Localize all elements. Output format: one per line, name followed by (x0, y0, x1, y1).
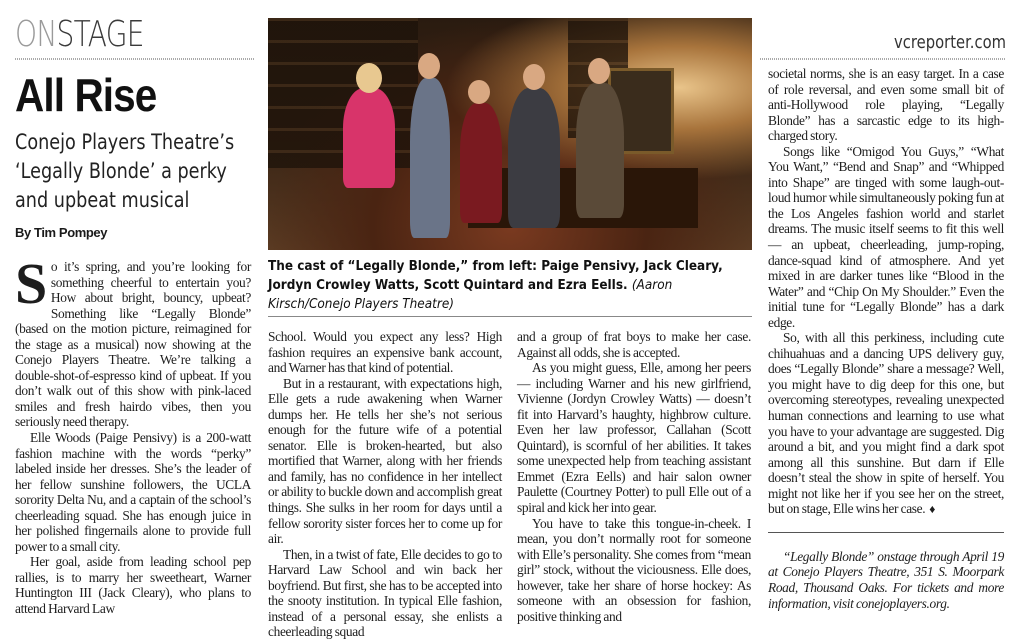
section-suffix: STAGE (56, 14, 144, 55)
byline: By Tim Pompey (15, 225, 108, 240)
paragraph: Her goal, aside from leading school pep rallies, is to marry her sweetheart, Warner Huntington III (Jack Cleary), who plans to attend Harvard Law (15, 554, 251, 617)
subheadline: Conejo Players Theatre’s ‘Legally Blonde’ a perky and upbeat musical (15, 130, 235, 212)
end-mark-diamond-icon: ♦ (929, 502, 936, 517)
info-box (768, 549, 1004, 611)
paragraph: societal norms, she is an easy target. In a case of role reversal, and even some small bit of anti-Hollywood role playing, “Legally Blonde” has a sarcastic edge to its high-charged story. (768, 66, 1004, 144)
headline: All Rise (15, 69, 157, 121)
paragraph: Elle Woods (Paige Pensivy) is a 200-watt fashion machine with the words “perky” labeled inside her dresses. She’s the leader of her fellow sunshine followers, the UCLA sorority Delta Nu, and a captain of the school’s cheerleading squad. She has enough juice in her polished fingernails alone to provide full power to a small city. (15, 430, 251, 554)
info-note: “Legally Blonde” onstage through April 19 at Conejo Players Theatre, 351 S. Moorpark Road, Thousand Oaks. For tickets and more information, visit conejoplayers.org. (768, 548, 1004, 611)
info-rule (768, 532, 1004, 533)
column-1 (15, 251, 251, 617)
column-3 (517, 329, 751, 640)
caption-rule (268, 316, 752, 317)
column-4 (768, 66, 1004, 518)
paragraph: School. Would you expect any less? High fashion requires an expensive bank account, and Warner has that kind of potential. (268, 329, 502, 376)
paragraph: You have to take this tongue-in-cheek. I mean, you don’t normally root for someone with Elle’s personality. She comes from “mean girl” stock, without the viciousness. Elle does, however, take her share of horse hockey: As someone with an obsession for fashion, positive thinking and (517, 515, 751, 624)
middle-area (268, 18, 752, 640)
paragraph: Then, in a twist of fate, Elle decides to go to Harvard Law School and win back her boyfriend. But first, she has to be accepted into the snooty institution. In typical Elle fashion, instead of a personal essay, she enlists a cheerleading squad (268, 546, 502, 640)
photo-caption (268, 257, 752, 314)
column-2 (268, 329, 502, 640)
drop-cap: S (15, 251, 47, 316)
paragraph: But in a restaurant, with expectations high, Elle gets a rude awakening when Warner dumps her. He tells her she’s not serious enough for the future wife of a potential senator. Elle is broken-hearted, but also mortified that Warner, along with her friends and family, has no confidence in her intellect or ability to buckle down and accomplish great things. She sulks in her room for days until a fellow sorority sister forces her to come up for air. (268, 375, 502, 547)
photo-credit: (Aaron Kirsch/Conejo Players Theatre) (268, 278, 673, 312)
paragraph-text: o it’s spring, and you’re looking for something cheerful to entertain you? How about bright, bouncy, upbeat? Something like “Legally Blonde” (based on the motion picture, reimagined for the stage as a musical) now showing at the Conejo Players Theatre. We’re talking a double-shot-of-espresso kind of upbeat. If you don’t walk out of this show with pink-laced smiles and fresh hairdo vibes, then you seriously need therapy. (15, 259, 251, 430)
section-prefix: ON (15, 14, 57, 55)
header-rule-right (760, 58, 1006, 60)
section-label (15, 14, 202, 56)
site-name: vcreporter.com (894, 32, 1006, 53)
right-column (760, 32, 1006, 611)
paragraph (15, 251, 251, 430)
paragraph: and a group of frat boys to make her case. Against all odds, she is accepted. (517, 329, 751, 360)
header-rule-left (15, 58, 255, 60)
paragraph (768, 330, 1004, 518)
middle-columns (268, 329, 752, 640)
left-column (15, 14, 255, 617)
paragraph-text: So, with all this perkiness, including cute chihuahuas and a dancing UPS delivery guy, does “Legally Blonde” share a message? Well, you might have to dig deep for this one, but overcoming stereotypes, revealing unexpected human connections and learning to use what you have to your advantage are suggested. Dig around a bit, and you might find a dark spot among all this sunshine. But darn if Elle doesn’t steal the show in spite of herself. You might not like her if you see her on the street, but on stage, Elle wins her case. (768, 330, 1004, 517)
paragraph: Songs like “Omigod You Guys,” “What You Want,” “Bend and Snap” and “Whipped into Shape” are tinged with some laugh-out-loud humor while simultaneously poking fun at the Los Angeles fashion world and starlet dreams. The music itself seems to fit this well — an upbeat, cheerleading, jump-roping, dance-squad kind of atmosphere. And yet mixed in are darker tunes like “Blood in the Water” and “Chip On My Shoulder.” Even the initial tune for “Legally Blonde” has a dark edge. (768, 143, 1004, 330)
caption-text: The cast of “Legally Blonde,” from left: Paige Pensivy, Jack Cleary, Jordyn Crowley Watts, Scott Quintard and Ezra Eells. (268, 259, 723, 293)
paragraph: As you might guess, Elle, among her peers — including Warner and his new girlfriend, Vivienne (Jordyn Crowley Watts) — doesn’t fit into Harvard’s haughty, highbrow culture. Even her law professor, Callahan (Scott Quintard), is scornful of her abilities. It takes some unexpected help from teaching assistant Emmet (Ezra Eells) and hair salon owner Paulette (Courtney Potter) to pull Elle out of a spiral and kick her into gear. (517, 360, 751, 516)
cast-photo (268, 18, 752, 250)
